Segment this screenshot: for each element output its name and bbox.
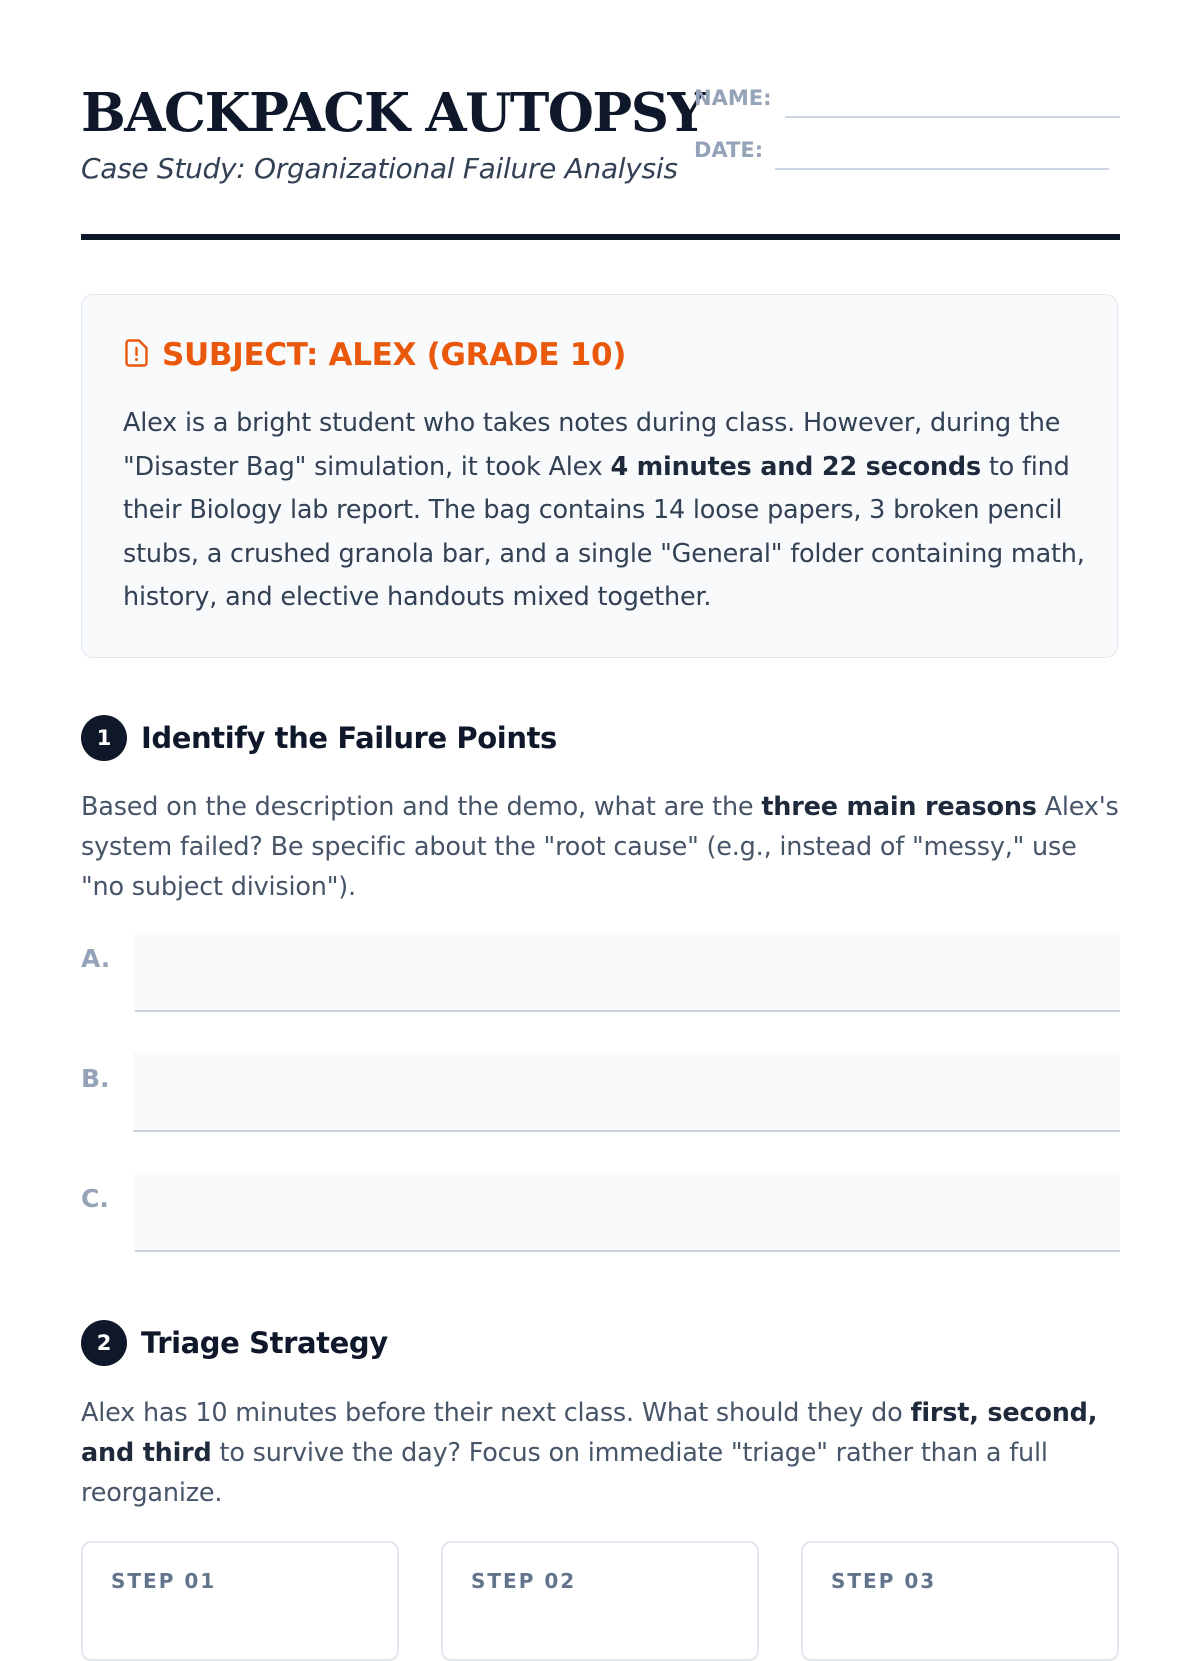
- name-label: NAME:: [694, 86, 772, 110]
- date-field[interactable]: [775, 168, 1109, 170]
- case-heading: [124, 337, 626, 373]
- answer-row-b: [81, 1052, 1120, 1132]
- worksheet-title: BACKPACK AUTOPSY: [81, 82, 704, 144]
- instructions-part-1: Alex has 10 minutes before their next class. What should they do: [81, 1398, 911, 1428]
- section-2-heading: [81, 1320, 388, 1366]
- answer-field-c[interactable]: [135, 1172, 1120, 1252]
- section-title: Identify the Failure Points: [141, 721, 557, 755]
- worksheet-subtitle: Case Study: Organizational Failure Analysis: [81, 152, 678, 185]
- alert-file-icon: [124, 339, 148, 372]
- instructions-part-2: to survive the day? Focus on immediate "triage" rather than a full reorganize.: [81, 1438, 1048, 1508]
- date-label: DATE:: [694, 138, 764, 162]
- section-number-badge: 1: [81, 715, 127, 761]
- name-field[interactable]: [785, 116, 1120, 118]
- header-divider: [81, 234, 1120, 240]
- step-label: STEP 03: [831, 1569, 937, 1593]
- instructions-emphasis: first, second, and third: [81, 1398, 1098, 1468]
- instructions-part-2: Alex's system failed? Be specific about the "root cause" (e.g., instead of "messy," use "no subject division").: [81, 792, 1119, 902]
- answer-field-a[interactable]: [135, 932, 1120, 1012]
- answer-letter: B.: [81, 1064, 110, 1093]
- case-text-part-1: Alex is a bright student who takes notes during class. However, during the "Disaster Bag" simulation, it took Alex: [123, 408, 1061, 482]
- answer-letter: A.: [81, 944, 111, 973]
- answer-letter: C.: [81, 1184, 109, 1213]
- case-study-box: [81, 294, 1118, 658]
- case-text-part-2: to find their Biology lab report. The bag contains 14 loose papers, 3 broken pencil stubs, a crushed granola bar, and a single "General" folder containing math, history, and elective handouts mixed together.: [123, 451, 1085, 612]
- case-subject-heading: SUBJECT: ALEX (GRADE 10): [162, 337, 627, 373]
- section-title: Triage Strategy: [141, 1326, 388, 1360]
- instructions-part-1: Based on the description and the demo, what are the: [81, 792, 762, 822]
- answer-field-b[interactable]: [133, 1052, 1120, 1132]
- step-card-3[interactable]: [801, 1541, 1119, 1661]
- step-label: STEP 01: [111, 1569, 217, 1593]
- step-card-1[interactable]: [81, 1541, 399, 1661]
- step-label: STEP 02: [471, 1569, 577, 1593]
- section-1-heading: [81, 715, 557, 761]
- worksheet-header: [81, 0, 1120, 242]
- answer-row-c: [81, 1172, 1120, 1252]
- instructions-emphasis: three main reasons: [761, 792, 1037, 822]
- answer-row-a: [81, 932, 1120, 1012]
- case-description: [123, 402, 1085, 620]
- case-text-emphasis: 4 minutes and 22 seconds: [610, 451, 981, 482]
- step-card-2[interactable]: [441, 1541, 759, 1661]
- section-number-badge: 2: [81, 1320, 127, 1366]
- section-2-instructions: [81, 1393, 1120, 1513]
- worksheet-page: [81, 0, 1120, 1593]
- section-1-instructions: [81, 787, 1120, 907]
